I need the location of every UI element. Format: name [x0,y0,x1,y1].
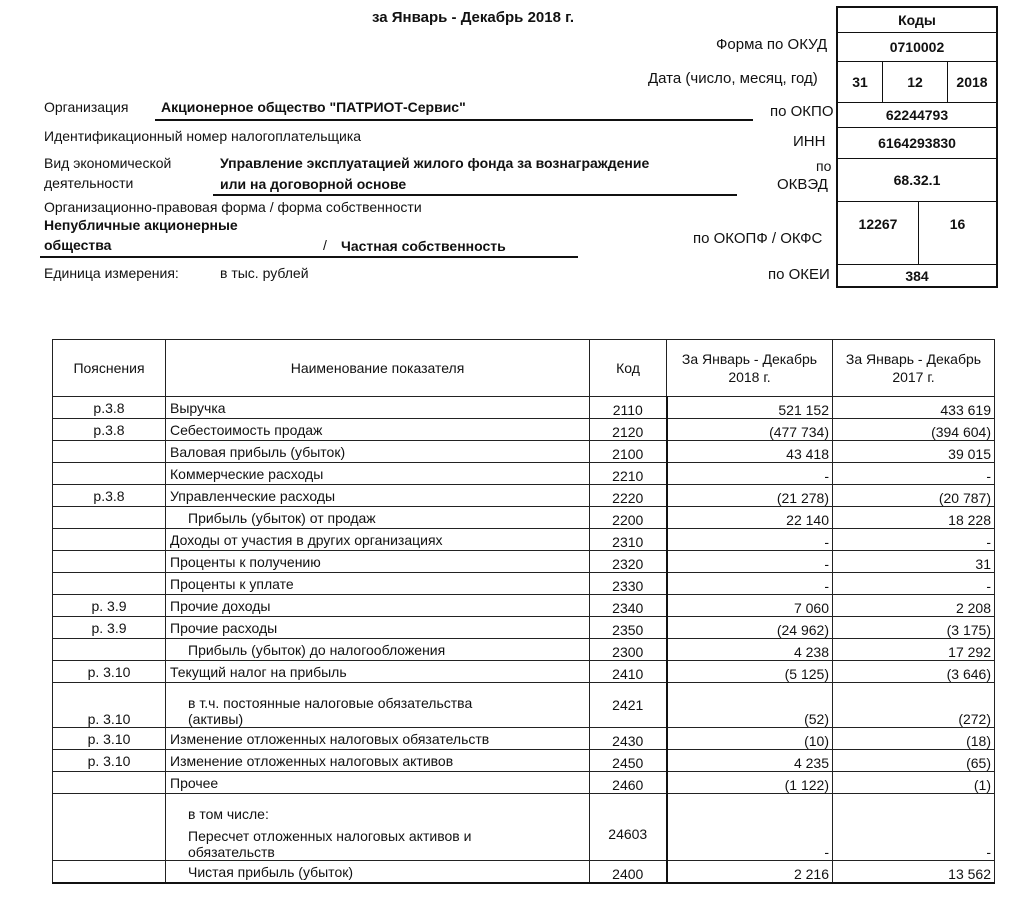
row-note: р. 3.10 [53,728,166,750]
row-note: р. 3.10 [53,661,166,683]
row-name-line: в т.ч. постоянные налоговые обязательства [188,695,473,711]
row-value-2018: (24 962) [667,617,833,639]
row-name: Коммерческие расходы [166,463,590,485]
row-name: Прибыль (убыток) от продаж [166,507,590,529]
table-row [53,573,995,595]
col-2018-header: За Январь - Декабрь 2018 г. [667,340,833,397]
table-row [53,728,995,750]
ownership-value: Частная собственность [341,238,506,254]
row-value-2018: (10) [667,728,833,750]
row-value-2018: - [667,573,833,595]
row-note [53,463,166,485]
row-code: 2350 [590,617,667,639]
okfs-value: 16 [949,216,966,232]
table-row [53,419,995,441]
row-value-2017: 13 562 [833,861,995,884]
row-name: Доходы от участия в других организациях [166,529,590,551]
row-code: 24603 [590,794,667,861]
row-note: р. 3.9 [53,617,166,639]
row-note: р.3.8 [53,419,166,441]
row-value-2017: (20 787) [833,485,995,507]
table-row [53,794,995,861]
row-code: 2300 [590,639,667,661]
okved-label-2: ОКВЭД [777,176,828,193]
col-name-header: Наименование показателя [166,340,590,397]
col-2017-header: За Январь - Декабрь 2017 г. [833,340,995,397]
row-value-2017: (3 646) [833,661,995,683]
row-name: Прочее [166,772,590,794]
okud-value: 0710002 [889,39,945,55]
date-day: 31 [852,74,868,90]
legal-form-separator: / [323,237,327,253]
row-code: 2421 [590,683,667,728]
row-code: 2400 [590,861,667,884]
row-note [53,861,166,884]
okopf-label: по ОКОПФ / ОКФС [693,230,823,247]
row-value-2018: (1 122) [667,772,833,794]
table-row [53,772,995,794]
inn-label: ИНН [793,133,826,150]
row-value-2018: - [667,463,833,485]
row-value-2017: - [833,573,995,595]
row-value-2018: 521 152 [667,397,833,419]
row-note [53,441,166,463]
row-value-2017: 433 619 [833,397,995,419]
row-value-2017: - [833,463,995,485]
row-name: Проценты к получению [166,551,590,573]
row-value-2017: 17 292 [833,639,995,661]
row-value-2017: (272) [833,683,995,728]
row-name: Прочие доходы [166,595,590,617]
row-value-2017: - [833,794,995,861]
row-code: 2120 [590,419,667,441]
row-value-2018: (477 734) [667,419,833,441]
row-code: 2200 [590,507,667,529]
row-value-2017: (394 604) [833,419,995,441]
row-value-2017: 18 228 [833,507,995,529]
row-code: 2340 [590,595,667,617]
legal-underline [40,256,578,258]
col-notes-header: Пояснения [53,340,166,397]
col-code-header: Код [590,340,667,397]
row-name [166,683,590,728]
activity-value-1: Управление эксплуатацией жилого фонда за вознаграждение [220,155,650,171]
table-row [53,485,995,507]
okei-value: 384 [905,268,929,284]
row-value-2017: (1) [833,772,995,794]
table-row [53,661,995,683]
row-note [53,551,166,573]
row-code: 2210 [590,463,667,485]
row-note: р. 3.10 [53,683,166,728]
row-code: 2220 [590,485,667,507]
row-value-2018: 7 060 [667,595,833,617]
row-note: р.3.8 [53,397,166,419]
inn-full-label: Идентификационный номер налогоплательщика [44,128,362,144]
row-value-2017: (65) [833,750,995,772]
row-name: Изменение отложенных налоговых обязательств [166,728,590,750]
date-month: 12 [907,74,923,90]
table-row [53,617,995,639]
row-name [166,794,590,861]
okei-label: по ОКЕИ [768,266,830,283]
table-row [53,463,995,485]
org-underline [155,119,753,121]
activity-value-2: или на договорной основе [220,176,407,192]
row-name-line: в том числе: [188,806,269,822]
row-note: р. 3.10 [53,750,166,772]
row-value-2017: 39 015 [833,441,995,463]
row-value-2017: - [833,529,995,551]
legal-form-2: общества [44,237,112,253]
org-name: Акционерное общество "ПАТРИОТ-Сервис" [161,99,466,115]
row-code: 2430 [590,728,667,750]
row-value-2017: 2 208 [833,595,995,617]
row-value-2017: (3 175) [833,617,995,639]
table-row [53,551,995,573]
row-code: 2310 [590,529,667,551]
row-note [53,573,166,595]
row-value-2018: (21 278) [667,485,833,507]
row-name: Изменение отложенных налоговых активов [166,750,590,772]
date-label: Дата (число, месяц, год) [648,70,818,87]
row-code: 2460 [590,772,667,794]
row-note: р.3.8 [53,485,166,507]
row-note [53,772,166,794]
date-year: 2018 [956,74,988,90]
row-name-line: обязательств [188,844,275,860]
legal-form-label: Организационно-правовая форма / форма собственности [44,199,422,215]
row-name: Управленческие расходы [166,485,590,507]
row-name: Чистая прибыль (убыток) [166,861,590,884]
row-value-2018: (52) [667,683,833,728]
okud-label: Форма по ОКУД [716,36,828,53]
row-note [53,507,166,529]
legal-form-1: Непубличные акционерные [44,217,238,233]
row-name: Прибыль (убыток) до налогообложения [166,639,590,661]
table-row [53,397,995,419]
row-code: 2410 [590,661,667,683]
row-note [53,639,166,661]
table-row [53,683,995,728]
okpo-label: по ОКПО [770,103,834,120]
row-value-2018: - [667,794,833,861]
table-row [53,595,995,617]
row-code: 2320 [590,551,667,573]
okpo-value: 62244793 [885,107,949,123]
row-code: 2100 [590,441,667,463]
period-title: за Январь - Декабрь 2018 г. [372,9,575,26]
codes-title: Коды [898,12,936,28]
row-value-2018: 43 418 [667,441,833,463]
org-label: Организация [44,99,129,115]
row-name-line: Пересчет отложенных налоговых активов и [188,828,472,844]
income-statement-table [52,339,995,884]
row-name: Проценты к уплате [166,573,590,595]
row-code: 2330 [590,573,667,595]
row-name: Прочие расходы [166,617,590,639]
row-value-2018: 2 216 [667,861,833,884]
row-note [53,794,166,861]
unit-label: Единица измерения: [44,265,179,281]
row-value-2018: - [667,529,833,551]
okved-label-1: по [816,158,832,174]
table-row [53,529,995,551]
row-value-2017: 31 [833,551,995,573]
inn-value: 6164293830 [878,135,956,151]
row-value-2018: (5 125) [667,661,833,683]
row-value-2018: - [667,551,833,573]
row-name-line: (активы) [188,711,244,727]
row-code: 2450 [590,750,667,772]
table-row [53,639,995,661]
okopf-value: 12267 [858,216,898,232]
row-value-2018: 4 235 [667,750,833,772]
activity-label-1: Вид экономической [44,155,172,171]
row-value-2018: 22 140 [667,507,833,529]
row-name: Текущий налог на прибыль [166,661,590,683]
table-row [53,507,995,529]
row-value-2018: 4 238 [667,639,833,661]
okved-value: 68.32.1 [893,172,941,188]
activity-underline [213,194,737,196]
row-name: Себестоимость продаж [166,419,590,441]
row-note [53,529,166,551]
row-code: 2110 [590,397,667,419]
row-note: р. 3.9 [53,595,166,617]
table-row [53,441,995,463]
codes-box [836,6,998,288]
activity-label-2: деятельности [44,175,134,191]
unit-value: в тыс. рублей [220,265,309,281]
row-value-2017: (18) [833,728,995,750]
table-header-row [53,340,995,397]
row-name: Выручка [166,397,590,419]
table-row [53,750,995,772]
row-name: Валовая прибыль (убыток) [166,441,590,463]
table-row [53,861,995,884]
